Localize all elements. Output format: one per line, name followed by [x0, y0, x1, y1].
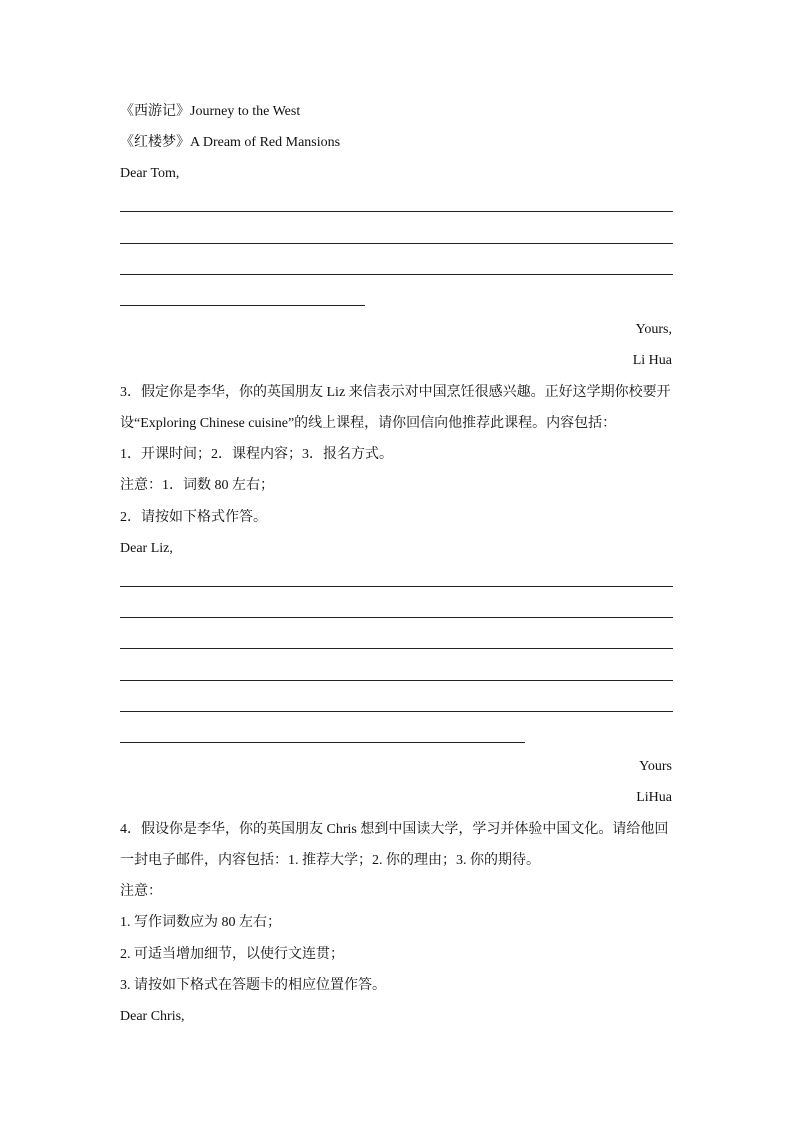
- answer-line: [120, 586, 673, 587]
- answer-line: [120, 648, 673, 649]
- letter1-closing: Yours,: [635, 322, 672, 337]
- answer-line: [120, 680, 673, 681]
- q4-prompt-line2: 一封电子邮件，内容包括：1. 推荐大学；2. 你的理由；3. 你的期待。: [120, 853, 540, 868]
- answer-line-short: [120, 305, 365, 306]
- q4-prompt-line1: 4．假设你是李华，你的英国朋友 Chris 想到中国读大学，学习并体验中国文化。请给他回: [120, 822, 669, 837]
- letter1-greeting: Dear Tom,: [120, 166, 180, 181]
- q4-note2: 2. 可适当增加细节，以使行文连贯；: [120, 947, 344, 962]
- q4-note1: 1. 写作词数应为 80 左右；: [120, 915, 281, 930]
- answer-line: [120, 243, 673, 244]
- q4-note-title: 注意：: [120, 884, 162, 899]
- answer-line: [120, 274, 673, 275]
- q3-signature: LiHua: [636, 790, 672, 805]
- answer-line-short: [120, 742, 525, 743]
- q3-note2: 2．请按如下格式作答。: [120, 510, 267, 525]
- book-title-dream: 《红楼梦》A Dream of Red Mansions: [120, 135, 341, 150]
- q3-prompt-line1: 3．假定你是李华，你的英国朋友 Liz 来信表示对中国烹饪很感兴趣。正好这学期你校要开: [120, 385, 671, 400]
- q4-note3: 3. 请按如下格式在答题卡的相应位置作答。: [120, 978, 386, 993]
- answer-line: [120, 711, 673, 712]
- answer-line: [120, 617, 673, 618]
- q3-points: 1．开课时间；2．课程内容；3．报名方式。: [120, 447, 393, 462]
- q3-greeting: Dear Liz,: [120, 541, 173, 556]
- q3-note1: 注意：1．词数 80 左右；: [120, 478, 274, 493]
- q3-closing: Yours: [639, 759, 672, 774]
- letter1-signature: Li Hua: [632, 353, 672, 368]
- q4-greeting: Dear Chris,: [120, 1009, 185, 1024]
- answer-line: [120, 211, 673, 212]
- book-title-journey: 《西游记》Journey to the West: [120, 104, 301, 119]
- q3-prompt-line2: 设“Exploring Chinese cuisine”的线上课程，请你回信向他推荐此课程。内容包括：: [120, 416, 617, 431]
